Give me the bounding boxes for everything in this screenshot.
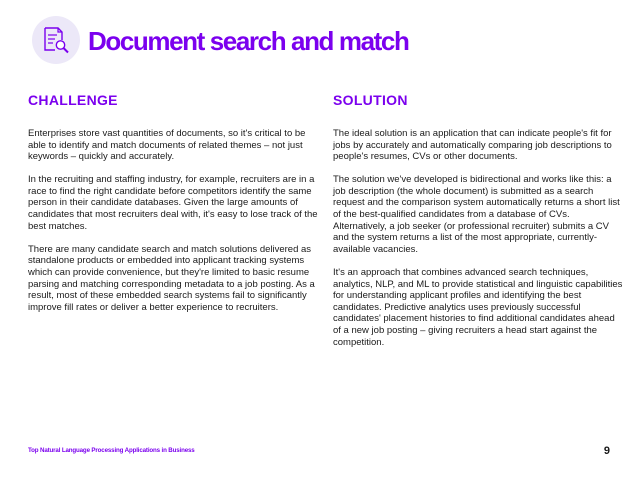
page-number: 9 — [603, 445, 610, 457]
document-search-icon-badge — [32, 16, 80, 64]
solution-section — [333, 92, 623, 360]
challenge-paragraph: There are many candidate search and match solutions delivered as standalone products or embedded into applicant tracking systems which can provide convenience, but they're limited to basic resume parsing and matching corresponding metadata to a job posting. As a result, most of these embedded search systems fail to significantly improve fill rates or deliver a better experience to recruiters. — [28, 243, 315, 313]
challenge-heading: CHALLENGE — [28, 92, 118, 108]
page-title: Document search and match — [88, 26, 409, 56]
challenge-section — [28, 92, 318, 325]
solution-paragraph: The ideal solution is an application that can indicate people's fit for jobs by accurately and automatically comparing job descriptions to people's resumes, CVs or other documents. — [333, 128, 612, 163]
solution-heading: SOLUTION — [333, 92, 408, 108]
challenge-paragraph: Enterprises store vast quantities of documents, so it's critical to be able to identify and match documents of related themes – not just keywords – quickly and accurately. — [28, 128, 306, 163]
document-search-icon — [41, 25, 71, 55]
footer-document-title: Top Natural Language Processing Applications in Business — [28, 447, 195, 454]
solution-paragraph: The solution we've developed is bidirectional and works like this: a job description (the whole document) is submitted as a search request and the comparison system automatically returns a short list of the best-qualified candidates from a database of CVs. Alternatively, a job seeker (or professional recruiter) submits a CV and the system returns a list of the most appropriate, currently-available vacancies. — [333, 174, 620, 255]
challenge-paragraph: In the recruiting and staffing industry, for example, recruiters are in a race to find the right candidate before competitors identify the same person in their candidate databases. Given the large amounts of candidates that most recruiters deal with, it's easy to lose track of the best matches. — [28, 174, 318, 232]
solution-paragraph: It's an approach that combines advanced search techniques, analytics, NLP, and ML to provide statistical and linguistic capabilities for understanding applicant profiles and identifying the best candidates. Predictive analytics uses previously successful candidates' placement histories to find additional candidates ahead of a new job posting – giving recruiters a head start against the competition. — [333, 266, 623, 348]
